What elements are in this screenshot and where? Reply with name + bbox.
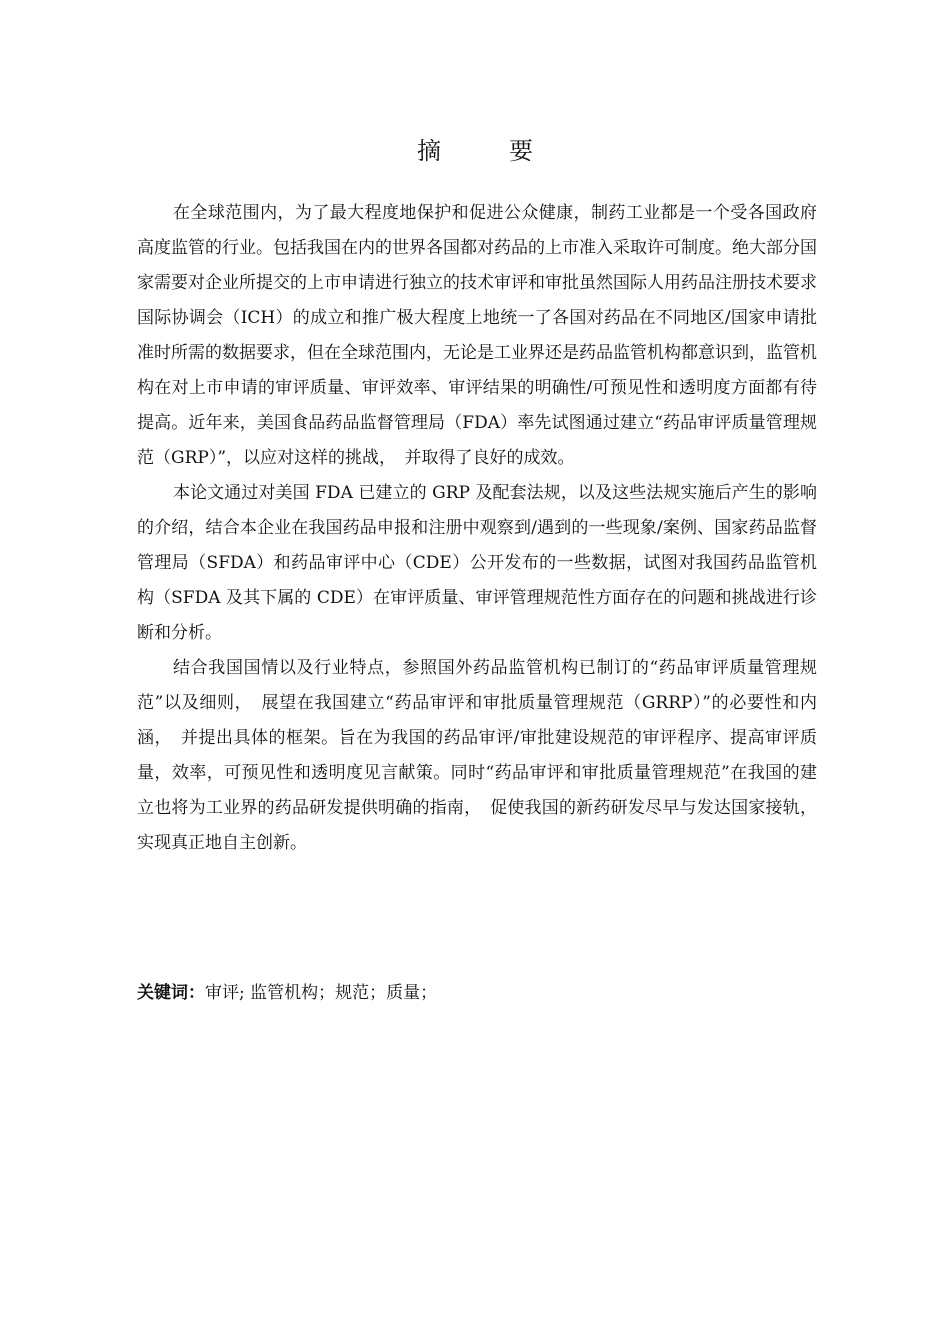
abstract-body — [137, 196, 817, 861]
abstract-paragraph-2: 本论文通过对美国 FDA 已建立的 GRP 及配套法规，以及这些法规实施后产生的影响的介绍，结合本企业在我国药品申报和注册中观察到/遇到的一些现象/案例、国家药品监督管理局（SFDA）和药品审评中心（CDE）公开发布的一些数据，试图对我国药品监管机构（SFDA 及其下属的 CDE）在审评质量、审评管理规范性方面存在的问题和挑战进行诊断和分析。 — [137, 483, 817, 643]
keywords-line — [137, 976, 817, 1011]
keywords-value: 审评; 监管机构；规范；质量； — [205, 983, 438, 1003]
keywords-label: 关键词： — [137, 983, 205, 1003]
abstract-paragraph-1: 在全球范围内，为了最大程度地保护和促进公众健康，制药工业都是一个受各国政府高度监管的行业。包括我国在内的世界各国都对药品的上市准入采取许可制度。绝大部分国家需要对企业所提交的上市申请进行独立的技术审评和审批虽然国际人用药品注册技术要求国际协调会（ICH）的成立和推广极大程度上地统一了各国对药品在不同地区/国家申请批准时所需的数据要求，但在全球范围内，无论是工业界还是药品监管机构都意识到，监管机构在对上市申请的审评质量、审评效率、审评结果的明确性/可预见性和透明度方面都有待提高。近年来，美国食品药品监督管理局（FDA）率先试图通过建立“药品审评质量管理规范（GRP）”，以应对这样的挑战， 并取得了良好的成效。 — [137, 203, 817, 468]
abstract-paragraph-3: 结合我国国情以及行业特点，参照国外药品监管机构已制订的“药品审评质量管理规范”以及细则， 展望在我国建立“药品审评和审批质量管理规范（GRRP）”的必要性和内涵， 并提出具体的框架。旨在为我国的药品审评/审批建设规范的审评程序、提高审评质量，效率，可预见性和透明度见言献策。同时“药品审评和审批质量管理规范”在我国的建立也将为工业界的药品研发提供明确的指南， 促使我国的新药研发尽早与发达国家接轨，实现真正地自主创新。 — [137, 658, 817, 853]
abstract-title: 摘 要 — [417, 137, 555, 165]
